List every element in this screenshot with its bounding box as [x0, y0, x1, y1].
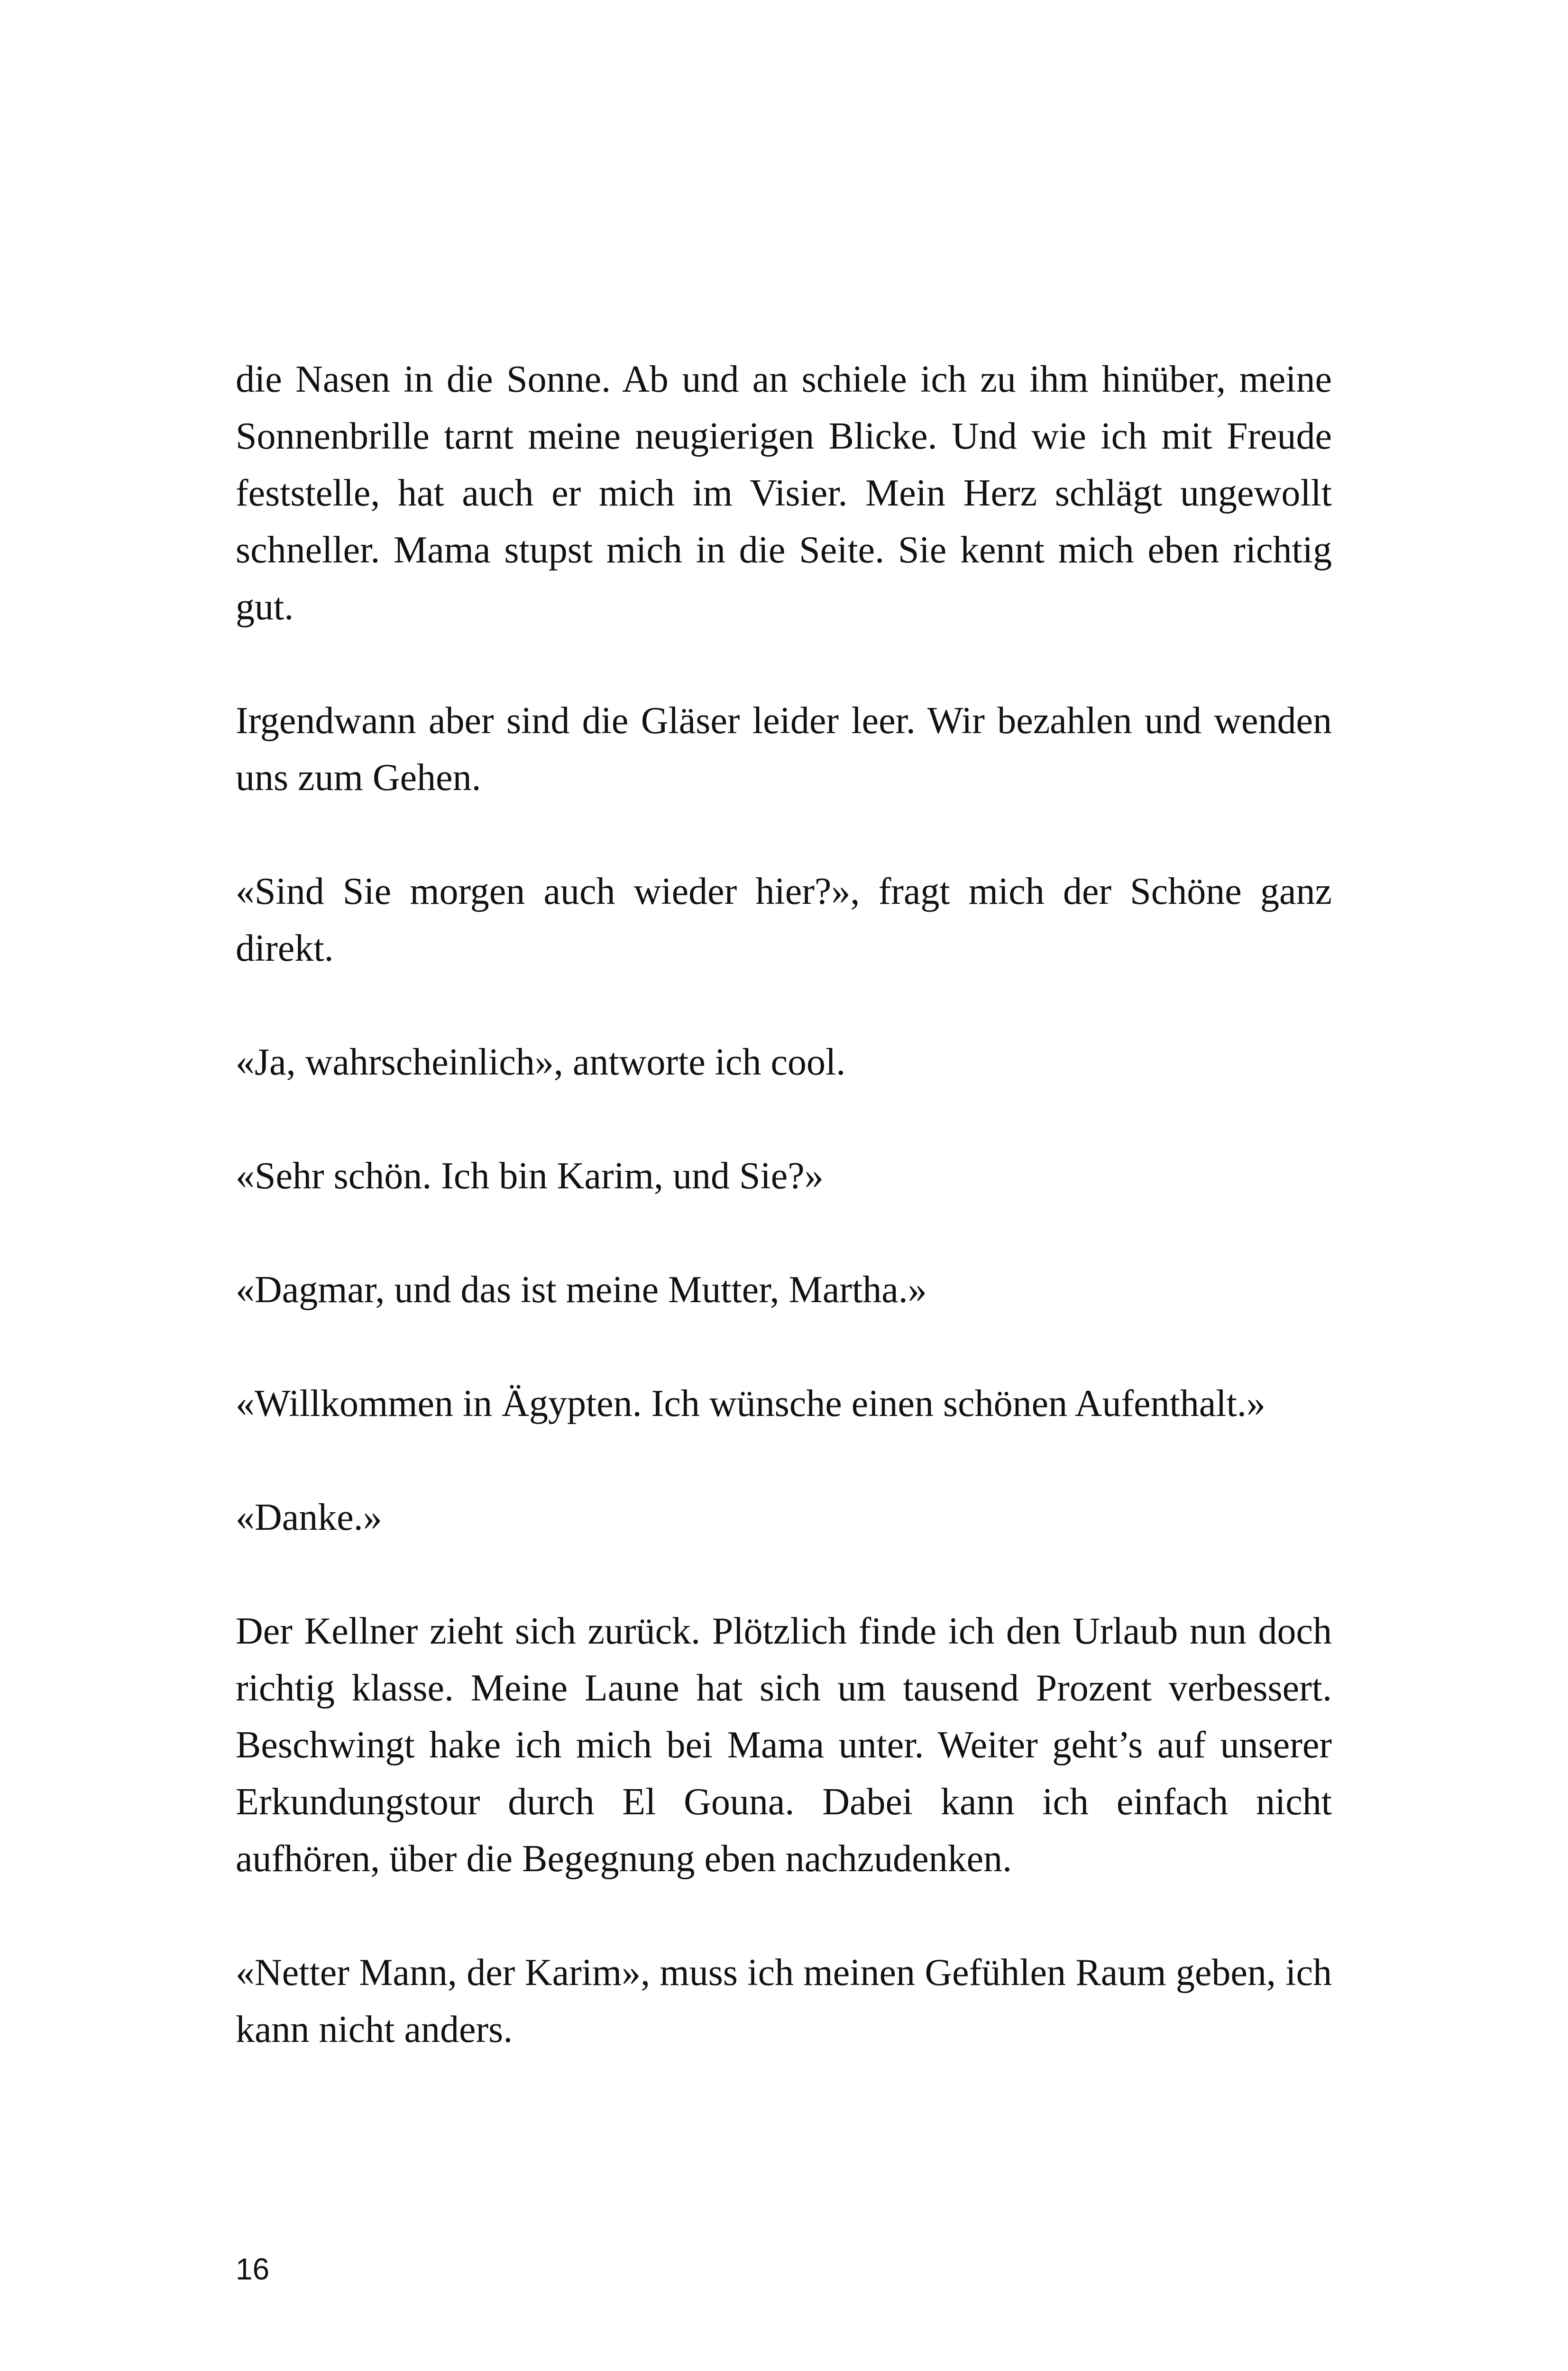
paragraph-2: Irgendwann aber sind die Gläser leider leer. Wir bezahlen und wenden uns zum Gehen.	[236, 700, 1332, 799]
page-number: 16	[236, 2252, 270, 2286]
paragraph-9: Der Kellner zieht sich zurück. Plötzlich finde ich den Urlaub nun doch richtig klasse. Meine Laune hat sich um tausend Prozent verbessert. Beschwingt hake ich mich bei Mama unter. Weiter geht’s auf unserer Erkundungstour durch El Gouna. Dabei kann ich einfach nicht aufhören, über die Begegnung eben nachzudenken.	[236, 1610, 1332, 1880]
paragraph-3: «Sind Sie morgen auch wieder hier?», fragt mich der Schöne ganz direkt.	[236, 871, 1332, 969]
paragraph-10: «Netter Mann, der Karim», muss ich meinen Gefühlen Raum geben, ich kann nicht anders.	[236, 1952, 1332, 2050]
paragraph-1: die Nasen in die Sonne. Ab und an schiele ich zu ihm hinüber, meine Sonnenbrille tarnt meine neugierigen Blicke. Und wie ich mit Freude feststelle, hat auch er mich im Visier. Mein Herz schlägt ungewollt schneller. Mama stupst mich in die Seite. Sie kennt mich eben richtig gut.	[236, 358, 1332, 628]
paragraph-8: «Danke.»	[236, 1497, 382, 1538]
paragraph-5: «Sehr schön. Ich bin Karim, und Sie?»	[236, 1155, 824, 1197]
body-text	[236, 351, 1332, 2058]
paragraph-4: «Ja, wahrscheinlich», antworte ich cool.	[236, 1041, 846, 1083]
paragraph-6: «Dagmar, und das ist meine Mutter, Martha.»	[236, 1269, 927, 1311]
paragraph-7: «Willkommen in Ägypten. Ich wünsche einen schönen Aufenthalt.»	[236, 1383, 1265, 1424]
